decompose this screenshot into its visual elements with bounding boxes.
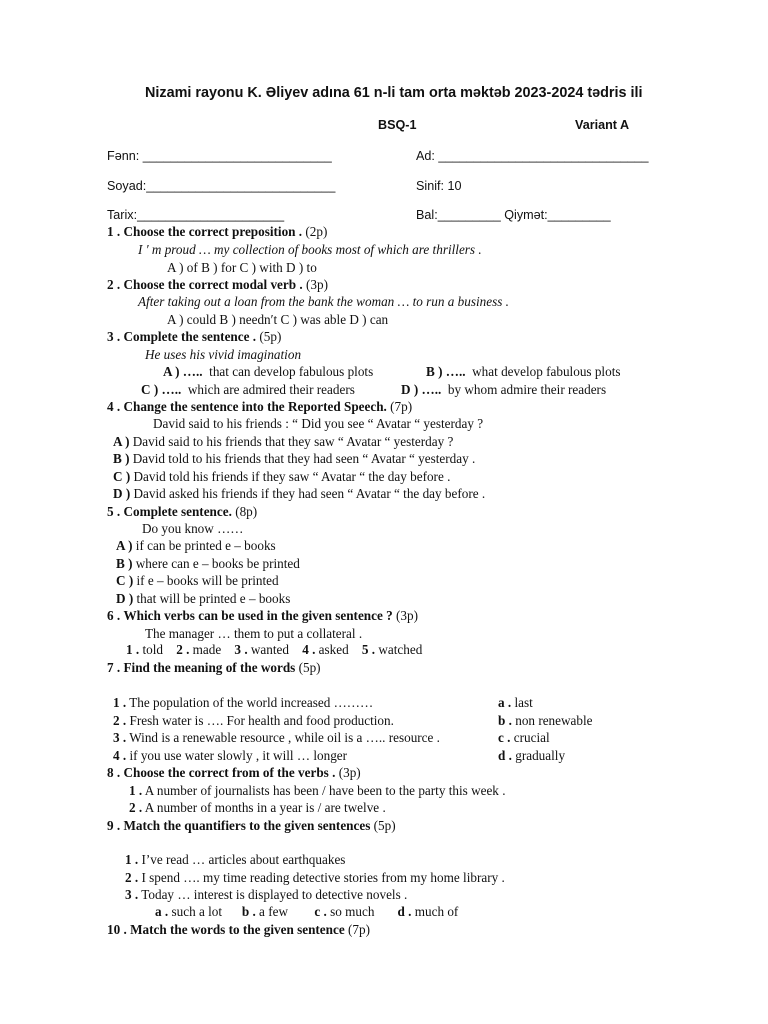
- option-text: where can e – books be printed: [135, 556, 300, 571]
- item-text: I’ve read … articles about earthquakes: [141, 852, 346, 867]
- question-points: (2p): [305, 224, 328, 239]
- answer-letter: d .: [498, 748, 512, 763]
- surname-field: Soyad:___________________________: [107, 179, 336, 193]
- answer-letter: b .: [498, 713, 512, 728]
- answer-letter: c .: [498, 730, 511, 745]
- option-text: what develop fabulous plots: [472, 364, 621, 379]
- question-points: (3p): [338, 765, 361, 780]
- option-text: watched: [378, 642, 423, 657]
- item-text: A number of months in a year is / are twelve .: [144, 800, 386, 815]
- option-label: A ): [116, 538, 133, 553]
- question-number: 7 .: [107, 660, 121, 675]
- question-points: (3p): [396, 608, 419, 623]
- option-text: by whom admire their readers: [447, 382, 607, 397]
- option-text: if can be printed e – books: [135, 538, 276, 553]
- question-title: Choose the correct from of the verbs .: [123, 765, 336, 780]
- answer-text: gradually: [515, 748, 566, 763]
- option-label: B ): [113, 451, 130, 466]
- option-text: so much: [330, 904, 375, 919]
- option-letter: a .: [155, 904, 169, 919]
- question-number: 8 .: [107, 765, 121, 780]
- option-text: wanted: [250, 642, 289, 657]
- option-text: made: [192, 642, 222, 657]
- option-label: B ) …..: [426, 364, 466, 379]
- question-6-heading: [107, 608, 418, 624]
- question-title: Choose the correct preposition .: [123, 224, 303, 239]
- option-label: C ) …..: [141, 382, 182, 397]
- question-points: (7p): [348, 922, 370, 937]
- option-text: asked: [318, 642, 349, 657]
- option-label: D ): [113, 486, 131, 501]
- option-c: [141, 382, 355, 398]
- option-label: A ) …..: [163, 364, 203, 379]
- option-text: told: [142, 642, 163, 657]
- option-b: [113, 451, 475, 467]
- question-8-item: [129, 800, 386, 816]
- option-text: that can develop fabulous plots: [209, 364, 374, 379]
- answer-letter: a .: [498, 695, 512, 710]
- match-item: [113, 748, 347, 764]
- question-title: Choose the correct modal verb .: [123, 277, 303, 292]
- question-title: Find the meaning of the words: [123, 660, 296, 675]
- option-text: if e – books will be printed: [136, 573, 279, 588]
- option-text: David told his friends if they saw “ Avatar “ the day before .: [133, 469, 451, 484]
- item-text: Today … interest is displayed to detective novels .: [141, 887, 408, 902]
- question-points: (5p): [373, 818, 396, 833]
- match-answer: [498, 748, 565, 764]
- match-answer: [498, 695, 533, 711]
- name-field: Ad: ______________________________: [416, 149, 649, 163]
- variant-label: Variant A: [575, 118, 630, 132]
- option-label: D ): [116, 591, 134, 606]
- question-points: (5p): [259, 329, 282, 344]
- question-5-heading: [107, 504, 257, 520]
- item-number: 2 .: [125, 870, 139, 885]
- question-number: 1 .: [107, 224, 121, 239]
- item-number: 4 .: [113, 748, 127, 763]
- item-number: 1 .: [125, 852, 139, 867]
- option-d: [116, 591, 290, 607]
- item-text: I spend …. my time reading detective stories from my home library .: [141, 870, 505, 885]
- score-grade-field: Bal:_________ Qiymət:_________: [416, 208, 611, 222]
- option-label: 3 .: [234, 642, 248, 657]
- item-number: 2 .: [113, 713, 127, 728]
- question-title: Match the quantifiers to the given sentences: [123, 818, 371, 833]
- question-1-options: A ) of B ) for C ) with D ) to: [167, 260, 317, 275]
- question-9-item: [125, 852, 345, 868]
- option-label: A ): [113, 434, 130, 449]
- subject-field: Fənn: ___________________________: [107, 149, 332, 163]
- question-title: Change the sentence into the Reported Speech.: [123, 399, 387, 414]
- class-field: Sinif: 10: [416, 179, 462, 193]
- item-number: 2 .: [129, 800, 143, 815]
- question-9-options: [155, 904, 458, 920]
- option-d: [113, 486, 485, 502]
- question-number: 5 .: [107, 504, 121, 519]
- question-1-sentence: I ′ m proud … my collection of books most of which are thrillers .: [138, 242, 482, 257]
- question-title: Complete the sentence .: [123, 329, 257, 344]
- option-text: which are admired their readers: [187, 382, 355, 397]
- question-1-heading: [107, 224, 327, 240]
- question-points: (5p): [298, 660, 321, 675]
- option-c: [116, 573, 279, 589]
- question-2-sentence: After taking out a loan from the bank the woman … to run a business .: [138, 294, 509, 309]
- option-label: C ): [113, 469, 131, 484]
- question-3-heading: [107, 329, 281, 345]
- item-number: 1 .: [113, 695, 127, 710]
- option-letter: d .: [397, 904, 412, 919]
- option-label: 2 .: [176, 642, 190, 657]
- option-letter: b .: [241, 904, 256, 919]
- option-label: 4 .: [302, 642, 316, 657]
- option-b: [426, 364, 621, 380]
- match-answer: [498, 730, 550, 746]
- question-8-heading: [107, 765, 361, 781]
- item-text: The population of the world increased ………: [129, 695, 374, 710]
- question-number: 9 .: [107, 818, 121, 833]
- exam-code: BSQ-1: [378, 118, 417, 132]
- question-7-heading: [107, 660, 321, 676]
- question-6-sentence: The manager … them to put a collateral .: [145, 626, 363, 641]
- question-3-sentence: He uses his vivid imagination: [145, 347, 302, 362]
- option-a: [163, 364, 373, 380]
- option-text: that will be printed e – books: [136, 591, 291, 606]
- item-number: 3 .: [113, 730, 127, 745]
- option-label: B ): [116, 556, 133, 571]
- question-2-options: A ) could B ) needn′t C ) was able D ) can: [167, 312, 389, 327]
- option-text: much of: [414, 904, 459, 919]
- item-number: 1 .: [129, 783, 143, 798]
- option-d: [401, 382, 606, 398]
- question-title: Match the words to the given sentence: [130, 922, 345, 937]
- question-title: Which verbs can be used in the given sentence ?: [123, 608, 393, 623]
- question-5-sentence: Do you know ……: [142, 521, 244, 536]
- school-title: Nizami rayonu K. Əliyev adına 61 n-li tam orta məktəb 2023-2024 tədris ili: [145, 85, 643, 101]
- item-number: 3 .: [125, 887, 139, 902]
- question-title: Complete sentence.: [123, 504, 232, 519]
- match-item: [113, 695, 373, 711]
- question-number: 10 .: [107, 922, 127, 937]
- item-text: A number of journalists has been / have been to the party this week .: [144, 783, 506, 798]
- answer-text: last: [514, 695, 533, 710]
- option-letter: c .: [314, 904, 327, 919]
- question-number: 3 .: [107, 329, 121, 344]
- option-label: 1 .: [126, 642, 140, 657]
- option-label: C ): [116, 573, 134, 588]
- option-b: [116, 556, 300, 572]
- option-label: 5 .: [361, 642, 376, 657]
- option-a: [113, 434, 453, 450]
- match-item: [113, 713, 394, 729]
- match-answer: [498, 713, 593, 729]
- question-2-heading: [107, 277, 328, 293]
- question-number: 2 .: [107, 277, 121, 292]
- question-8-item: [129, 783, 506, 799]
- option-a: [116, 538, 276, 554]
- question-points: (8p): [235, 504, 258, 519]
- option-text: such a lot: [171, 904, 223, 919]
- question-points: (3p): [306, 277, 328, 292]
- match-item: [113, 730, 440, 746]
- question-6-options: [126, 642, 422, 658]
- question-4-heading: [107, 399, 412, 415]
- option-text: a few: [259, 904, 288, 919]
- question-9-heading: [107, 818, 396, 834]
- option-text: David asked his friends if they had seen “ Avatar “ the day before .: [133, 486, 486, 501]
- option-label: D ) …..: [401, 382, 442, 397]
- option-text: David said to his friends that they saw “ Avatar “ yesterday ?: [132, 434, 454, 449]
- question-number: 6 .: [107, 608, 121, 623]
- answer-text: crucial: [513, 730, 550, 745]
- date-field: Tarix:_____________________: [107, 208, 285, 222]
- answer-text: non renewable: [515, 713, 593, 728]
- question-9-item: [125, 887, 407, 903]
- item-text: if you use water slowly , it will … longer: [129, 748, 348, 763]
- question-4-sentence: David said to his friends : “ Did you see “ Avatar “ yesterday ?: [153, 416, 484, 431]
- option-c: [113, 469, 450, 485]
- question-number: 4 .: [107, 399, 121, 414]
- item-text: Fresh water is …. For health and food production.: [129, 713, 394, 728]
- question-10-heading: [107, 922, 370, 938]
- item-text: Wind is a renewable resource , while oil is a ….. resource .: [129, 730, 440, 745]
- question-points: (7p): [390, 399, 413, 414]
- question-9-item: [125, 870, 505, 886]
- option-text: David told to his friends that they had seen “ Avatar “ yesterday .: [132, 451, 476, 466]
